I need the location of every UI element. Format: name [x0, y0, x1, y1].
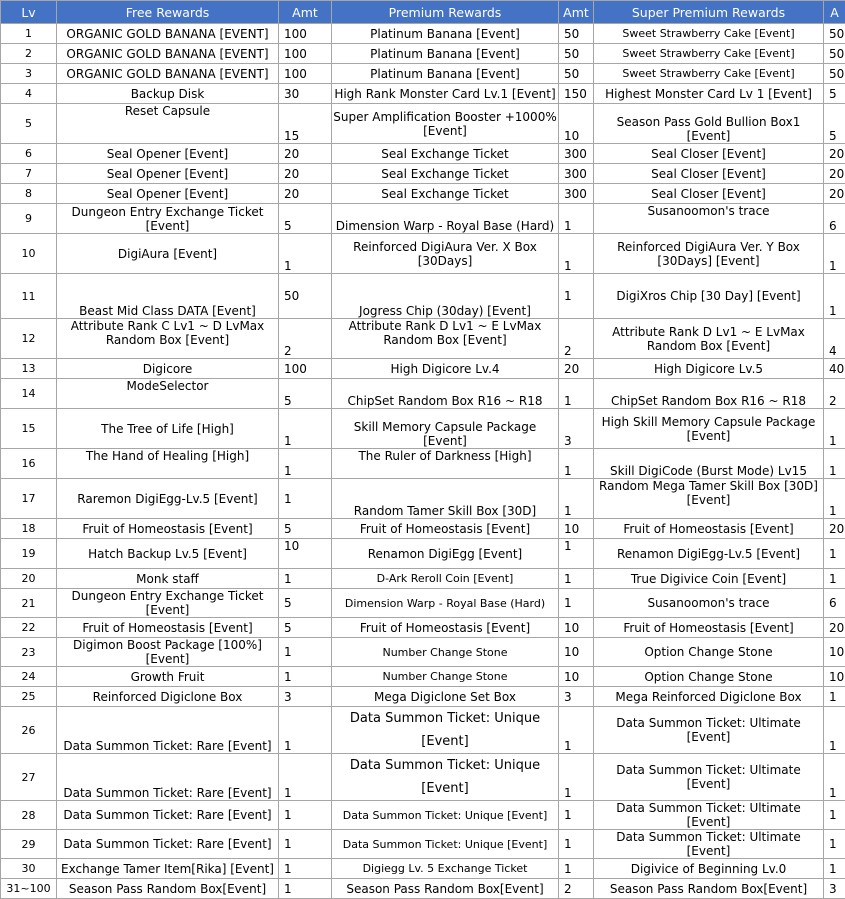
premium-reward-cell: Data Summon Ticket: Unique [Event]: [332, 754, 559, 801]
super-premium-reward-cell: Fruit of Homeostasis [Event]: [594, 618, 824, 638]
free-reward-cell: ORGANIC GOLD BANANA [EVENT]: [57, 44, 279, 64]
free-amount-cell: 3: [279, 687, 332, 707]
free-amount-cell: 5: [279, 519, 332, 539]
table-row: [1, 184, 845, 204]
super-premium-reward-cell: Susanoomon's trace: [594, 589, 824, 618]
premium-reward-cell: Skill Memory Capsule Package [Event]: [332, 409, 559, 449]
free-amount-cell: 1: [279, 667, 332, 687]
super-premium-amount-cell: 1: [824, 859, 845, 879]
free-reward-cell: Reset Capsule: [57, 104, 279, 144]
free-reward-cell: Seal Opener [Event]: [57, 144, 279, 164]
premium-reward-cell: Random Tamer Skill Box [30D]: [332, 479, 559, 519]
premium-amount-cell: 1: [559, 449, 594, 479]
super-premium-amount-cell: 6: [824, 204, 845, 234]
premium-reward-cell: Number Change Stone: [332, 638, 559, 667]
super-premium-reward-cell: High Digicore Lv.5: [594, 359, 824, 379]
free-amount-cell: 1: [279, 830, 332, 859]
table-row: [1, 879, 845, 899]
free-amount-cell: 20: [279, 184, 332, 204]
super-premium-reward-cell: Renamon DigiEgg-Lv.5 [Event]: [594, 539, 824, 569]
premium-amount-cell: 1: [559, 539, 594, 569]
free-amount-cell: 1: [279, 638, 332, 667]
level-cell: 1: [1, 24, 57, 44]
table-row: [1, 569, 845, 589]
premium-reward-cell: ChipSet Random Box R16 ~ R18: [332, 379, 559, 409]
table-row: [1, 24, 845, 44]
level-cell: 28: [1, 801, 57, 830]
free-amount-cell: 1: [279, 569, 332, 589]
premium-amount-cell: 3: [559, 687, 594, 707]
premium-reward-cell: The Ruler of Darkness [High]: [332, 449, 559, 479]
table-row: [1, 801, 845, 830]
free-amount-cell: 1: [279, 879, 332, 899]
super-premium-amount-cell: 10: [824, 638, 845, 667]
super-premium-amount-cell: 1: [824, 449, 845, 479]
free-reward-cell: Digicore: [57, 359, 279, 379]
free-reward-cell: Data Summon Ticket: Rare [Event]: [57, 830, 279, 859]
header-premium-amount: Amt: [559, 1, 594, 24]
header-free-amount: Amt: [279, 1, 332, 24]
super-premium-reward-cell: Data Summon Ticket: Ultimate [Event]: [594, 830, 824, 859]
free-amount-cell: 5: [279, 204, 332, 234]
super-premium-amount-cell: 1: [824, 830, 845, 859]
level-cell: 13: [1, 359, 57, 379]
table-row: [1, 379, 845, 409]
header-super-premium-amount: A: [824, 1, 845, 24]
table-row: [1, 859, 845, 879]
premium-amount-cell: 1: [559, 569, 594, 589]
free-reward-cell: Seal Opener [Event]: [57, 184, 279, 204]
free-amount-cell: 2: [279, 319, 332, 359]
super-premium-reward-cell: True Digivice Coin [Event]: [594, 569, 824, 589]
super-premium-amount-cell: 1: [824, 754, 845, 801]
table-row: [1, 754, 845, 801]
super-premium-amount-cell: 6: [824, 589, 845, 618]
free-reward-cell: ORGANIC GOLD BANANA [EVENT]: [57, 24, 279, 44]
free-reward-cell: Hatch Backup Lv.5 [Event]: [57, 539, 279, 569]
free-reward-cell: Dungeon Entry Exchange Ticket [Event]: [57, 204, 279, 234]
level-cell: 20: [1, 569, 57, 589]
super-premium-amount-cell: 50: [824, 64, 845, 84]
level-cell: 7: [1, 164, 57, 184]
premium-amount-cell: 2: [559, 319, 594, 359]
free-amount-cell: 1: [279, 234, 332, 274]
level-cell: 24: [1, 667, 57, 687]
premium-amount-cell: 50: [559, 24, 594, 44]
super-premium-reward-cell: Attribute Rank D Lv1 ~ E LvMax Random Box [Event]: [594, 319, 824, 359]
premium-amount-cell: 50: [559, 44, 594, 64]
table-row: [1, 359, 845, 379]
premium-amount-cell: 1: [559, 379, 594, 409]
premium-reward-cell: Data Summon Ticket: Unique [Event]: [332, 707, 559, 754]
super-premium-amount-cell: 2: [824, 379, 845, 409]
premium-amount-cell: 1: [559, 754, 594, 801]
premium-amount-cell: 1: [559, 707, 594, 754]
level-cell: 17: [1, 479, 57, 519]
premium-reward-cell: Jogress Chip (30day) [Event]: [332, 274, 559, 319]
free-amount-cell: 1: [279, 801, 332, 830]
level-cell: 30: [1, 859, 57, 879]
level-cell: 29: [1, 830, 57, 859]
level-cell: 5: [1, 104, 57, 144]
super-premium-reward-cell: Data Summon Ticket: Ultimate [Event]: [594, 707, 824, 754]
super-premium-reward-cell: Sweet Strawberry Cake [Event]: [594, 24, 824, 44]
free-amount-cell: 30: [279, 84, 332, 104]
free-reward-cell: The Hand of Healing [High]: [57, 449, 279, 479]
level-cell: 10: [1, 234, 57, 274]
super-premium-amount-cell: 1: [824, 539, 845, 569]
free-amount-cell: 100: [279, 44, 332, 64]
free-amount-cell: 1: [279, 479, 332, 519]
super-premium-reward-cell: Sweet Strawberry Cake [Event]: [594, 64, 824, 84]
premium-amount-cell: 1: [559, 204, 594, 234]
free-reward-cell: Growth Fruit: [57, 667, 279, 687]
free-reward-cell: Fruit of Homeostasis [Event]: [57, 519, 279, 539]
table-row: [1, 409, 845, 449]
premium-reward-cell: Seal Exchange Ticket: [332, 144, 559, 164]
premium-amount-cell: 1: [559, 234, 594, 274]
table-row: [1, 234, 845, 274]
level-cell: 19: [1, 539, 57, 569]
table-row: [1, 144, 845, 164]
free-reward-cell: Data Summon Ticket: Rare [Event]: [57, 707, 279, 754]
table-row: [1, 204, 845, 234]
free-reward-cell: Season Pass Random Box[Event]: [57, 879, 279, 899]
free-amount-cell: 20: [279, 164, 332, 184]
free-amount-cell: 50: [279, 274, 332, 319]
free-reward-cell: ORGANIC GOLD BANANA [EVENT]: [57, 64, 279, 84]
premium-amount-cell: 1: [559, 859, 594, 879]
premium-reward-cell: Season Pass Random Box[Event]: [332, 879, 559, 899]
premium-reward-cell: Super Amplification Booster +1000% [Event]: [332, 104, 559, 144]
table-row: [1, 589, 845, 618]
table-row: [1, 707, 845, 754]
table-row: [1, 479, 845, 519]
premium-amount-cell: 150: [559, 84, 594, 104]
free-amount-cell: 5: [279, 379, 332, 409]
super-premium-reward-cell: Digivice of Beginning Lv.0: [594, 859, 824, 879]
premium-reward-cell: Number Change Stone: [332, 667, 559, 687]
super-premium-reward-cell: Seal Closer [Event]: [594, 144, 824, 164]
premium-amount-cell: 300: [559, 164, 594, 184]
premium-amount-cell: 1: [559, 589, 594, 618]
level-cell: 2: [1, 44, 57, 64]
premium-amount-cell: 1: [559, 274, 594, 319]
premium-reward-cell: Seal Exchange Ticket: [332, 184, 559, 204]
free-amount-cell: 20: [279, 144, 332, 164]
super-premium-amount-cell: 20: [824, 164, 845, 184]
level-cell: 21: [1, 589, 57, 618]
super-premium-reward-cell: Data Summon Ticket: Ultimate [Event]: [594, 754, 824, 801]
free-amount-cell: 1: [279, 707, 332, 754]
premium-reward-cell: Seal Exchange Ticket: [332, 164, 559, 184]
table-row: [1, 274, 845, 319]
super-premium-reward-cell: Sweet Strawberry Cake [Event]: [594, 44, 824, 64]
super-premium-amount-cell: 1: [824, 707, 845, 754]
free-reward-cell: Digimon Boost Package [100%] [Event]: [57, 638, 279, 667]
premium-amount-cell: 300: [559, 184, 594, 204]
level-cell: 31~100: [1, 879, 57, 899]
super-premium-reward-cell: Option Change Stone: [594, 667, 824, 687]
level-cell: 15: [1, 409, 57, 449]
premium-amount-cell: 1: [559, 479, 594, 519]
free-reward-cell: Fruit of Homeostasis [Event]: [57, 618, 279, 638]
premium-amount-cell: 10: [559, 618, 594, 638]
premium-amount-cell: 10: [559, 638, 594, 667]
header-row: [1, 1, 845, 24]
super-premium-amount-cell: 20: [824, 144, 845, 164]
level-cell: 23: [1, 638, 57, 667]
free-amount-cell: 1: [279, 859, 332, 879]
level-cell: 11: [1, 274, 57, 319]
header-super-premium-rewards: Super Premium Rewards: [594, 1, 824, 24]
super-premium-reward-cell: Reinforced DigiAura Ver. Y Box [30Days] [Event]: [594, 234, 824, 274]
premium-amount-cell: 1: [559, 830, 594, 859]
premium-reward-cell: Platinum Banana [Event]: [332, 64, 559, 84]
premium-reward-cell: Dimension Warp - Royal Base (Hard): [332, 204, 559, 234]
super-premium-reward-cell: Skill DigiCode (Burst Mode) Lv15: [594, 449, 824, 479]
premium-reward-cell: Platinum Banana [Event]: [332, 24, 559, 44]
level-cell: 26: [1, 707, 57, 754]
table-row: [1, 539, 845, 569]
super-premium-amount-cell: 20: [824, 618, 845, 638]
super-premium-reward-cell: Option Change Stone: [594, 638, 824, 667]
table-row: [1, 449, 845, 479]
table-row: [1, 164, 845, 184]
super-premium-reward-cell: Random Mega Tamer Skill Box [30D][Event]: [594, 479, 824, 519]
super-premium-reward-cell: ChipSet Random Box R16 ~ R18: [594, 379, 824, 409]
premium-reward-cell: Reinforced DigiAura Ver. X Box [30Days]: [332, 234, 559, 274]
free-reward-cell: Reinforced Digiclone Box: [57, 687, 279, 707]
free-amount-cell: 5: [279, 618, 332, 638]
premium-reward-cell: High Rank Monster Card Lv.1 [Event]: [332, 84, 559, 104]
free-amount-cell: 100: [279, 359, 332, 379]
super-premium-reward-cell: Fruit of Homeostasis [Event]: [594, 519, 824, 539]
premium-reward-cell: Renamon DigiEgg [Event]: [332, 539, 559, 569]
premium-reward-cell: Data Summon Ticket: Unique [Event]: [332, 801, 559, 830]
level-cell: 9: [1, 204, 57, 234]
free-amount-cell: 100: [279, 64, 332, 84]
header-lv: Lv: [1, 1, 57, 24]
premium-reward-cell: Fruit of Homeostasis [Event]: [332, 519, 559, 539]
super-premium-amount-cell: 50: [824, 24, 845, 44]
level-cell: 4: [1, 84, 57, 104]
super-premium-amount-cell: 1: [824, 409, 845, 449]
premium-reward-cell: Digiegg Lv. 5 Exchange Ticket: [332, 859, 559, 879]
level-cell: 16: [1, 449, 57, 479]
super-premium-reward-cell: Season Pass Gold Bullion Box1 [Event]: [594, 104, 824, 144]
premium-amount-cell: 2: [559, 879, 594, 899]
free-reward-cell: Monk staff: [57, 569, 279, 589]
super-premium-amount-cell: 40: [824, 359, 845, 379]
premium-amount-cell: 10: [559, 104, 594, 144]
super-premium-amount-cell: 20: [824, 519, 845, 539]
super-premium-amount-cell: 10: [824, 667, 845, 687]
level-cell: 22: [1, 618, 57, 638]
header-free-rewards: Free Rewards: [57, 1, 279, 24]
table-row: [1, 319, 845, 359]
super-premium-amount-cell: 20: [824, 184, 845, 204]
level-cell: 27: [1, 754, 57, 801]
super-premium-amount-cell: 50: [824, 44, 845, 64]
free-reward-cell: Raremon DigiEgg-Lv.5 [Event]: [57, 479, 279, 519]
free-reward-cell: Data Summon Ticket: Rare [Event]: [57, 754, 279, 801]
super-premium-amount-cell: 1: [824, 687, 845, 707]
table-row: [1, 519, 845, 539]
table-row: [1, 84, 845, 104]
super-premium-reward-cell: DigiXros Chip [30 Day] [Event]: [594, 274, 824, 319]
level-cell: 12: [1, 319, 57, 359]
level-cell: 3: [1, 64, 57, 84]
premium-amount-cell: 300: [559, 144, 594, 164]
free-amount-cell: 100: [279, 24, 332, 44]
super-premium-reward-cell: Seal Closer [Event]: [594, 164, 824, 184]
header-premium-rewards: Premium Rewards: [332, 1, 559, 24]
premium-amount-cell: 50: [559, 64, 594, 84]
premium-amount-cell: 20: [559, 359, 594, 379]
free-amount-cell: 15: [279, 104, 332, 144]
premium-amount-cell: 10: [559, 667, 594, 687]
super-premium-amount-cell: 1: [824, 274, 845, 319]
premium-reward-cell: Platinum Banana [Event]: [332, 44, 559, 64]
free-reward-cell: Dungeon Entry Exchange Ticket [Event]: [57, 589, 279, 618]
free-reward-cell: Exchange Tamer Item[Rika] [Event]: [57, 859, 279, 879]
level-cell: 14: [1, 379, 57, 409]
table-row: [1, 64, 845, 84]
super-premium-reward-cell: High Skill Memory Capsule Package [Event]: [594, 409, 824, 449]
free-reward-cell: ModeSelector: [57, 379, 279, 409]
free-amount-cell: 5: [279, 589, 332, 618]
premium-reward-cell: Dimension Warp - Royal Base (Hard): [332, 589, 559, 618]
free-reward-cell: Backup Disk: [57, 84, 279, 104]
super-premium-amount-cell: 1: [824, 234, 845, 274]
table-row: [1, 638, 845, 667]
level-cell: 6: [1, 144, 57, 164]
table-row: [1, 44, 845, 64]
super-premium-reward-cell: Mega Reinforced Digiclone Box: [594, 687, 824, 707]
table-row: [1, 104, 845, 144]
free-reward-cell: DigiAura [Event]: [57, 234, 279, 274]
super-premium-amount-cell: 4: [824, 319, 845, 359]
premium-reward-cell: D-Ark Reroll Coin [Event]: [332, 569, 559, 589]
level-cell: 18: [1, 519, 57, 539]
free-reward-cell: Data Summon Ticket: Rare [Event]: [57, 801, 279, 830]
free-amount-cell: 1: [279, 449, 332, 479]
super-premium-amount-cell: 1: [824, 801, 845, 830]
premium-reward-cell: Attribute Rank D Lv1 ~ E LvMax Random Box [Event]: [332, 319, 559, 359]
table-row: [1, 618, 845, 638]
super-premium-amount-cell: 1: [824, 479, 845, 519]
super-premium-amount-cell: 5: [824, 84, 845, 104]
free-amount-cell: 10: [279, 539, 332, 569]
free-reward-cell: Beast Mid Class DATA [Event]: [57, 274, 279, 319]
table-row: [1, 667, 845, 687]
premium-amount-cell: 3: [559, 409, 594, 449]
premium-reward-cell: Data Summon Ticket: Unique [Event]: [332, 830, 559, 859]
table-row: [1, 830, 845, 859]
super-premium-reward-cell: Seal Closer [Event]: [594, 184, 824, 204]
super-premium-reward-cell: Data Summon Ticket: Ultimate [Event]: [594, 801, 824, 830]
free-amount-cell: 1: [279, 754, 332, 801]
premium-amount-cell: 10: [559, 519, 594, 539]
level-cell: 8: [1, 184, 57, 204]
premium-reward-cell: Mega Digiclone Set Box: [332, 687, 559, 707]
table-row: [1, 687, 845, 707]
super-premium-reward-cell: Highest Monster Card Lv 1 [Event]: [594, 84, 824, 104]
super-premium-amount-cell: 3: [824, 879, 845, 899]
free-reward-cell: Seal Opener [Event]: [57, 164, 279, 184]
super-premium-reward-cell: Season Pass Random Box[Event]: [594, 879, 824, 899]
free-reward-cell: Attribute Rank C Lv1 ~ D LvMax Random Box [Event]: [57, 319, 279, 359]
premium-amount-cell: 1: [559, 801, 594, 830]
free-reward-cell: The Tree of Life [High]: [57, 409, 279, 449]
premium-reward-cell: Fruit of Homeostasis [Event]: [332, 618, 559, 638]
super-premium-amount-cell: 1: [824, 569, 845, 589]
premium-reward-cell: High Digicore Lv.4: [332, 359, 559, 379]
free-amount-cell: 1: [279, 409, 332, 449]
super-premium-reward-cell: Susanoomon's trace: [594, 204, 824, 234]
super-premium-amount-cell: 5: [824, 104, 845, 144]
level-cell: 25: [1, 687, 57, 707]
